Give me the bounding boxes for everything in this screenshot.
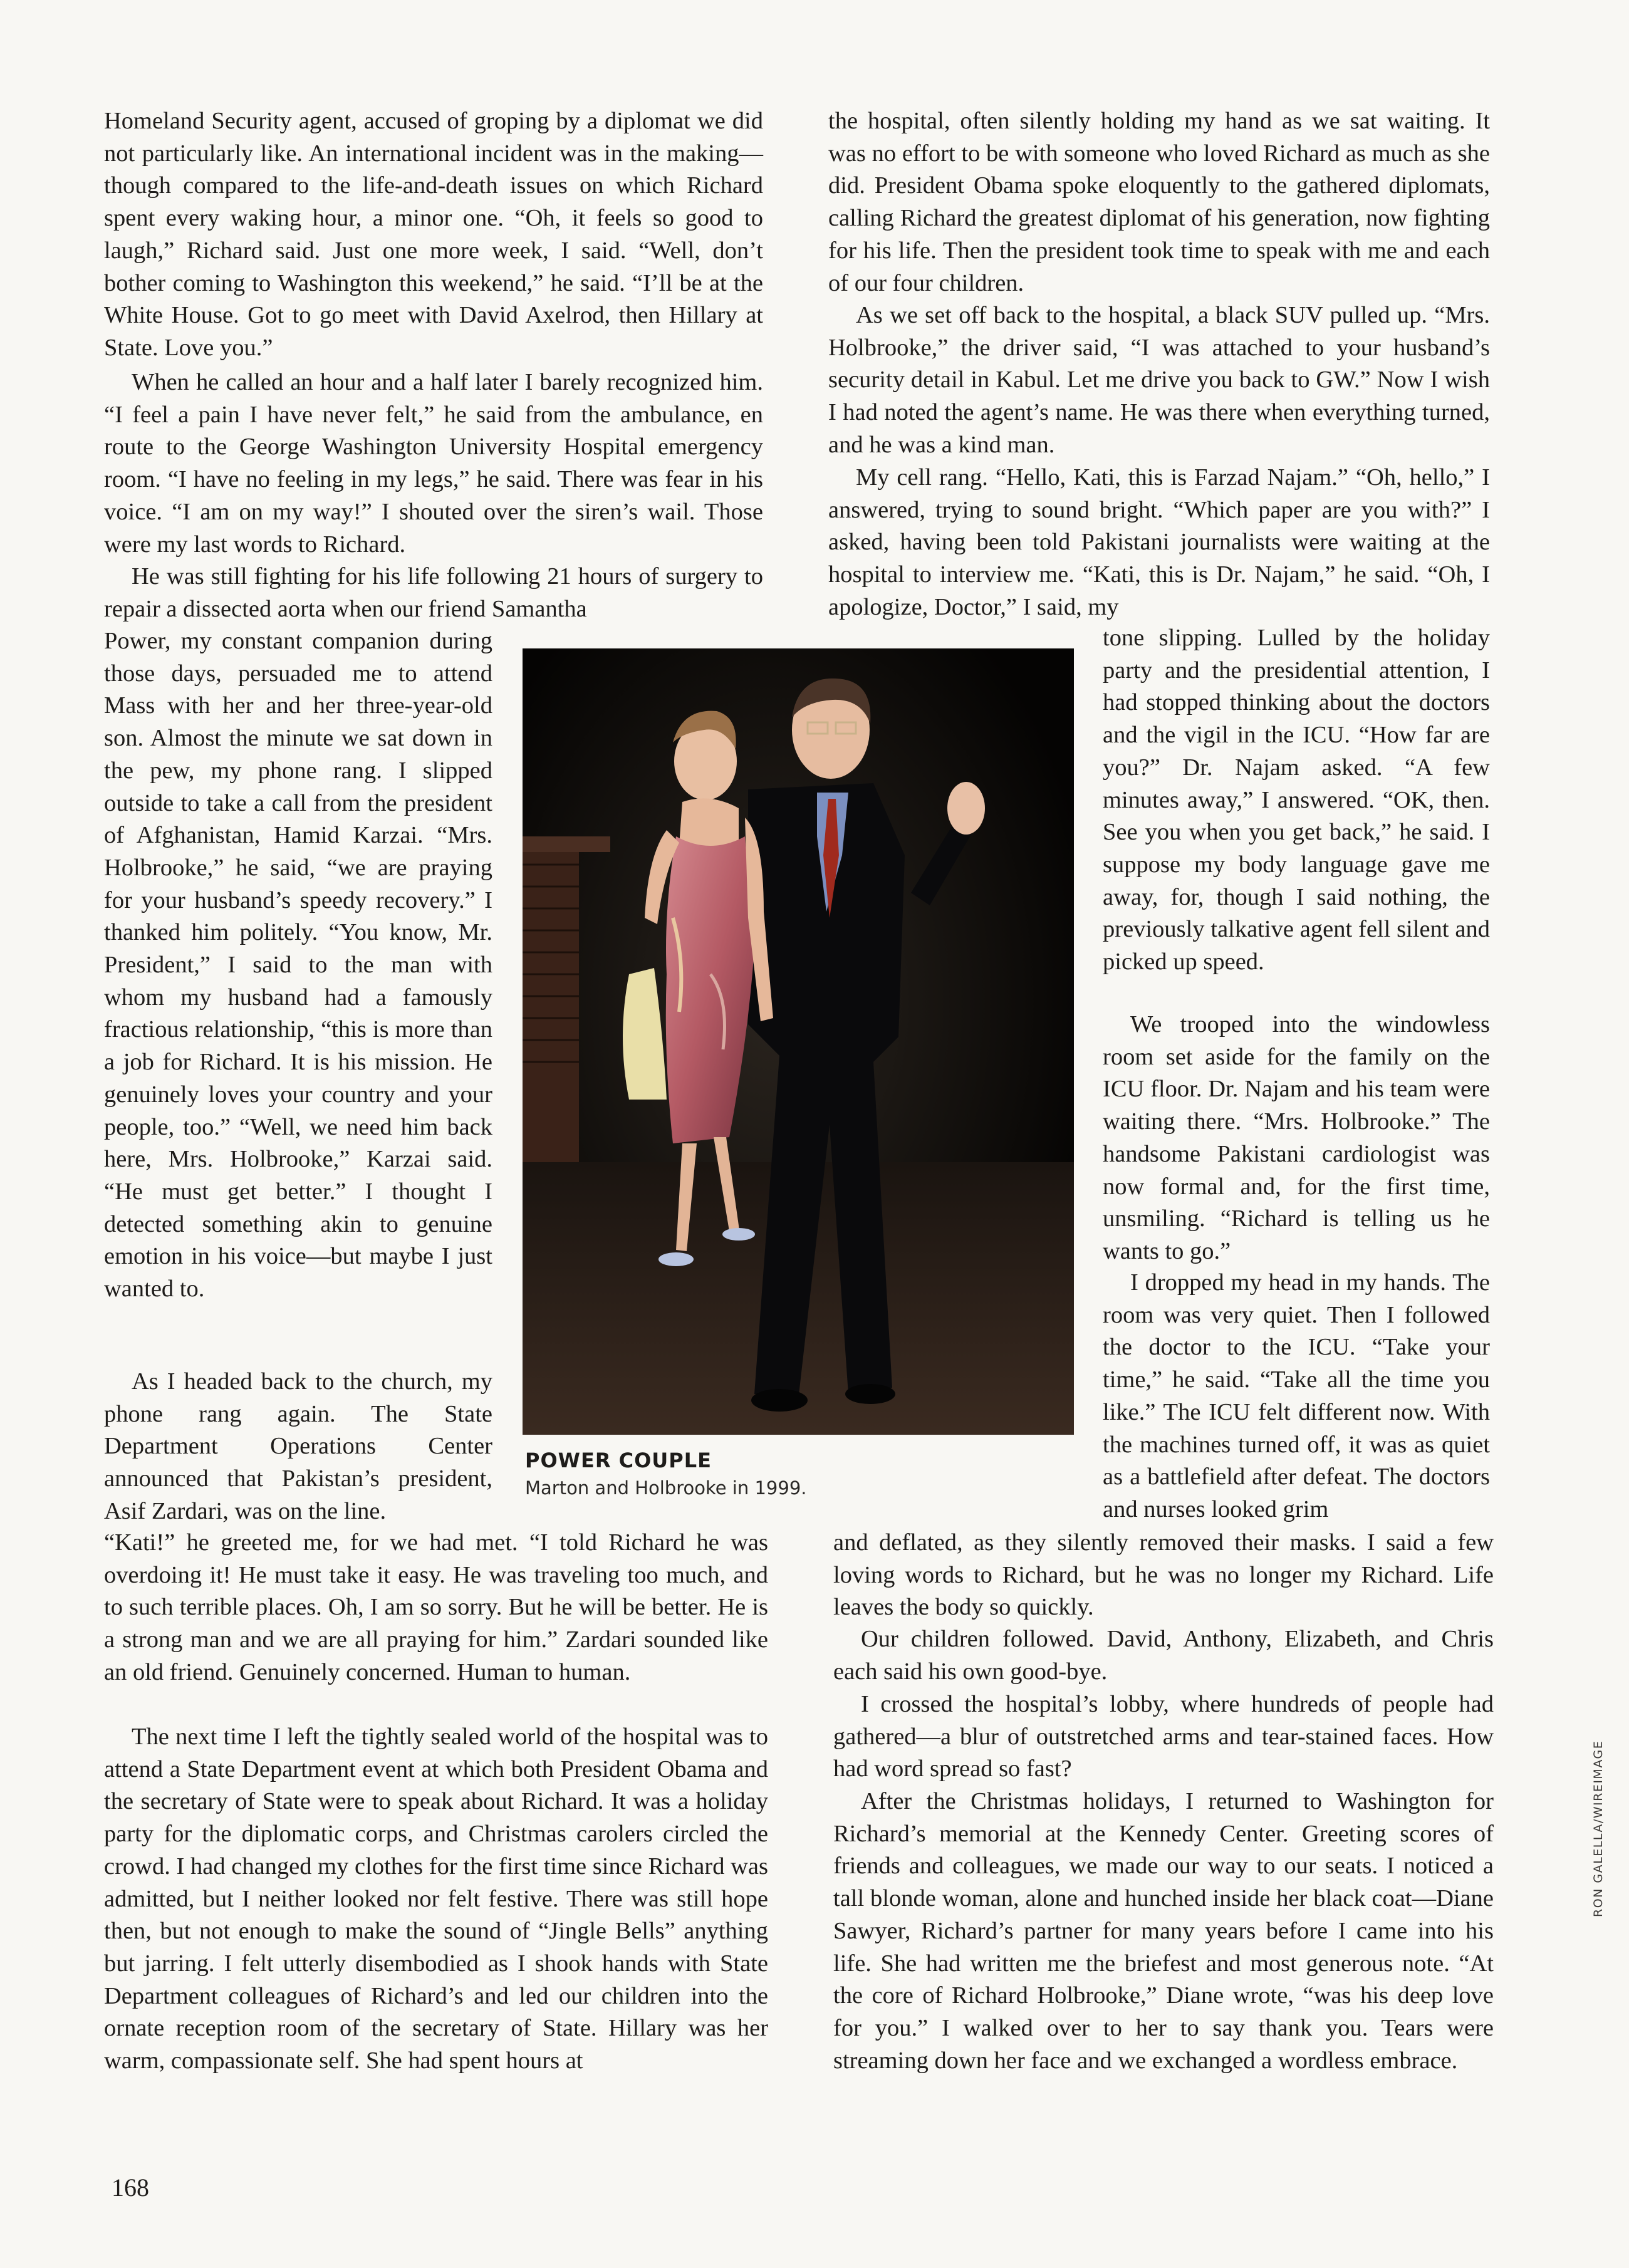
article-paragraph: As we set off back to the hospital, a black SUV pulled up. “Mrs. Holbrooke,” the driver said, “I was attached to your husband’s security detail in Kabul. Let me drive you back to GW.” Now I wish I had noted the agent’s name. He was there when everything turned, and he was a kind man. (828, 302, 1490, 458)
article-paragraph: After the Christmas holidays, I returned to Washington for Richard’s memorial at the Kennedy Center. Greeting scores of friends and colleagues, we made our way to our seats. I noticed a tall blonde woman, alone and hunched inside her black coat—Diane Sawyer, Richard’s partner for many years before I came into his life. She had written me the briefest and most generous note. “At the core of Richard Holbrooke,” Diane wrote, “was his deep love for you.” I walked over to her to say thank you. Tears were streaming down her face and we exchanged a wordless embrace. (833, 1788, 1494, 2074)
article-paragraph: Power, my constant companion during those days, persuaded me to attend Mass with her and her three-year-old son. Almost the minute we sat down in the pew, my phone rang. I slipped outside to take a call from the president of Afghanistan, Hamid Karzai. “Mrs. Holbrooke,” he said, “we are praying for your husband’s speedy recovery.” I thanked him politely. “You know, Mr. President,” I said to the man with whom my husband had a famously fractious relationship, “this is more than a job for Richard. It is his mission. He genuinely loves your country and your people, too.” “Well, we need him back here, Mrs. Holbrooke,” Karzai said. “He must get better.” I thought I detected something akin to genuine emotion in his voice—but maybe I just wanted to. (104, 628, 492, 1303)
article-paragraph: the hospital, often silently holding my hand as we sat waiting. It was no effort to be with someone who loved Richard as much as she did. President Obama spoke eloquently to the gathered diplomats, calling Richard the greatest diplomat of his generation, now fighting for his life. Then the president took time to speak with me and each of our four children. (828, 108, 1490, 296)
article-paragraph: Homeland Security agent, accused of groping by a diplomat we did not particularly like. An international incident was in the making—though compared to the life-and-death issues on which Richard spent every waking hour, a minor one. “Oh, it feels so good to laugh,” Richard said. Just one more week, I said. “Well, don’t bother coming to Washington this weekend,” he said. “I’ll be at the White House. Got to go meet with David Axelrod, then Hillary at State. Love you.” (104, 108, 763, 361)
couple-photo (523, 648, 1074, 1435)
article-paragraph: tone slipping. Lulled by the holiday party and the presidential attention, I had stopped thinking about the doctors and the vigil in the ICU. “How far are you?” Dr. Najam asked. “A few minutes away,” I answered. “OK, then. See you when you get back,” he said. I suppose my body language gave me away, for, though I said nothing, the previously talkative agent fell silent and picked up speed. (1103, 625, 1490, 975)
page-number: 168 (112, 2173, 149, 2202)
article-paragraph: I dropped my head in my hands. The room was very quiet. Then I followed the doctor to the ICU. “Take your time,” he said. “Take all the time you like.” The ICU felt different now. With the machines turned off, it was as quiet as a battlefield after defeat. The doctors and nurses looked grim (1103, 1269, 1490, 1522)
article-paragraph: As I headed back to the church, my phone rang again. The State Department Operations Center announced that Pakistan’s president, Asif Zardari, was on the line. (104, 1368, 492, 1524)
photo-caption-text: Marton and Holbrooke in 1999. (525, 1477, 807, 1499)
article-paragraph: Our children followed. David, Anthony, Elizabeth, and Chris each said his own good-bye. (833, 1626, 1494, 1685)
article-paragraph: I crossed the hospital’s lobby, where hundreds of people had gathered—a blur of outstretched arms and tear-stained faces. How had word spread so fast? (833, 1691, 1494, 1782)
article-paragraph: He was still fighting for his life following 21 hours of surgery to repair a dissected aorta when our friend Samantha (104, 563, 763, 622)
article-paragraph: When he called an hour and a half later I barely recognized him. “I feel a pain I have never felt,” he said from the ambulance, en route to the George Washington University Hospital emergency room. “I have no feeling in my legs,” he said. There was fear in his voice. “I am on my way!” I shouted over the siren’s wail. Those were my last words to Richard. (104, 369, 763, 558)
photo-credit: RON GALELLA/WIREIMAGE (1591, 1740, 1605, 1917)
photo-caption-title: POWER COUPLE (525, 1449, 712, 1472)
article-paragraph: We trooped into the windowless room set aside for the family on the ICU floor. Dr. Najam and his team were waiting there. “Mrs. Holbrooke.” The handsome Pakistani cardiologist was now formal and, for the first time, unsmiling. “Richard is telling us he wants to go.” (1103, 1011, 1490, 1264)
article-paragraph: and deflated, as they silently removed their masks. I said a few loving words to Richard, but he was no longer my Richard. Life leaves the body so quickly. (833, 1529, 1494, 1621)
article-paragraph: “Kati!” he greeted me, for we had met. “I told Richard he was overdoing it! He must take it easy. He was traveling too much, and to such terrible places. Oh, I am so sorry. But he will be better. He is a strong man and we are all praying for him.” Zardari sounded like an old friend. Genuinely concerned. Human to human. (104, 1529, 768, 1685)
article-paragraph: The next time I left the tightly sealed world of the hospital was to attend a State Department event at which both President Obama and the secretary of State were to speak about Richard. It was a holiday party for the diplomatic corps, and Christmas carolers circled the crowd. I had changed my clothes for the first time since Richard was admitted, but I neither looked nor felt festive. There was still hope then, but not enough to make the sound of “Jingle Bells” anything but jarring. I felt utterly disembodied as I shook hands with State Department colleagues of Richard’s and led our children into the ornate reception room of the secretary of State. Hillary was her warm, compassionate self. She had spent hours at (104, 1724, 768, 2074)
article-paragraph: My cell rang. “Hello, Kati, this is Farzad Najam.” “Oh, hello,” I answered, trying to sound bright. “Which paper are you with?” I asked, having been told Pakistani journalists were waiting at the hospital to interview me. “Kati, this is Dr. Najam,” he said. “Oh, I apologize, Doctor,” I said, my (828, 464, 1490, 620)
